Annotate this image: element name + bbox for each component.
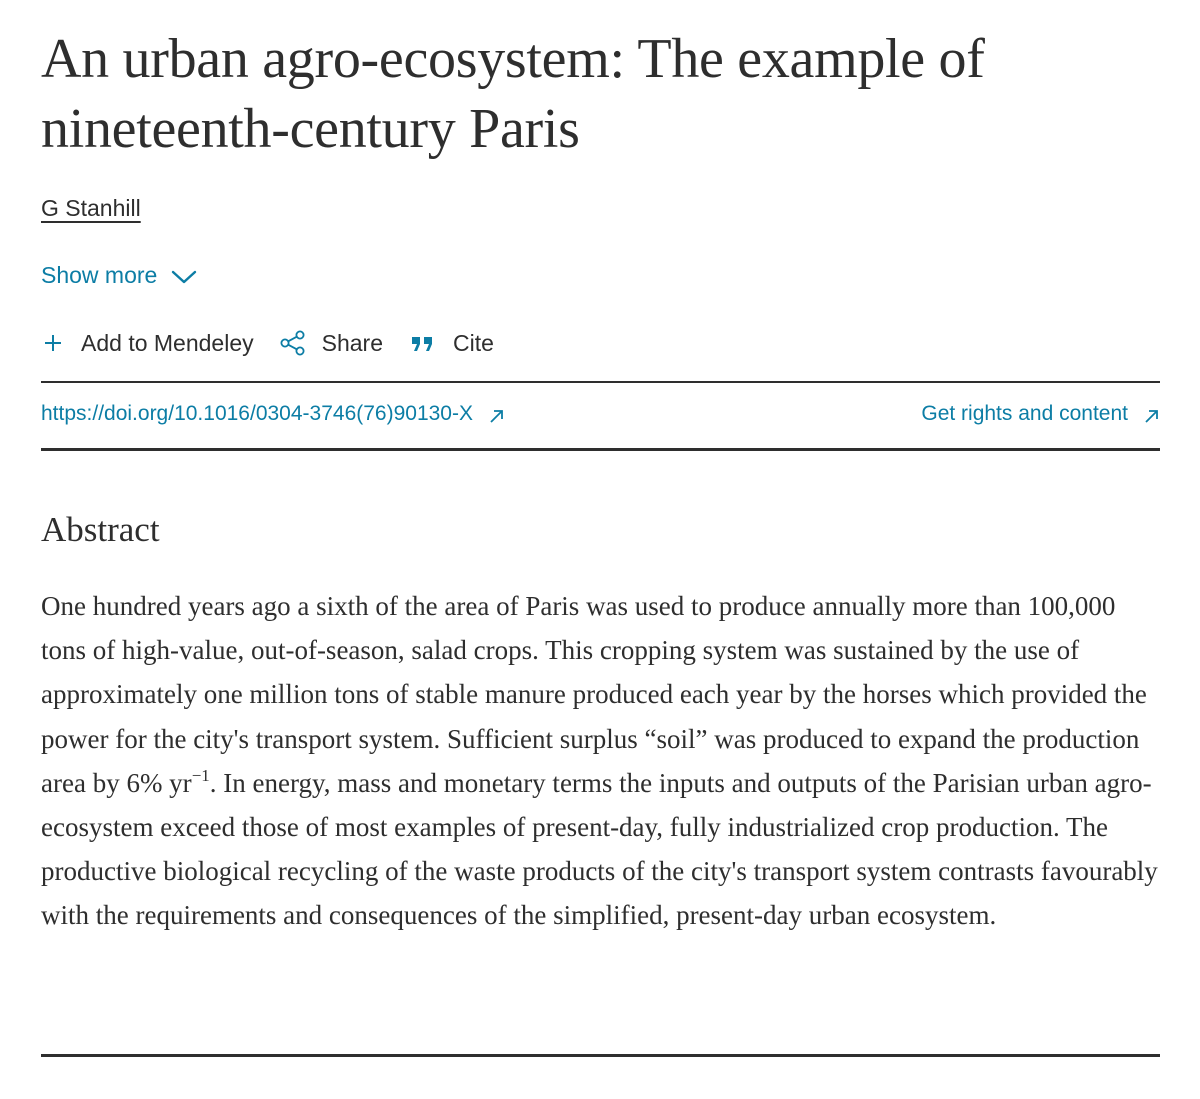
- abstract-text-part-1: One hundred years ago a sixth of the area of Paris was used to produce annually more than 100,000 tons of high-value, out-of-season, salad crops. This cropping system was sustained by the use of approximately one million tons of stable manure produced each year by the horses which provided the power for the city's transport system. Sufficient surplus “soil” was produced to expand the production area by 6% yr: [41, 591, 1147, 798]
- add-to-mendeley-label: Add to Mendeley: [81, 330, 254, 356]
- divider-bottom: [41, 1054, 1160, 1057]
- show-more-button[interactable]: [41, 259, 197, 291]
- article-title-line-2: nineteenth-century Paris: [41, 98, 580, 160]
- external-link-arrow-icon: [489, 408, 505, 424]
- share-label: Share: [321, 330, 383, 356]
- abstract-heading: Abstract: [41, 510, 160, 549]
- share-button[interactable]: [280, 327, 383, 359]
- get-rights-text: Get rights and content: [921, 402, 1128, 425]
- abstract-text: [41, 584, 1160, 938]
- abstract-text-part-2: . In energy, mass and monetary terms the inputs and outputs of the Parisian urban agro-ecosystem exceed those of most examples of present-day, fully industrialized crop production. The productive biological recycling of the waste products of the city's transport system contrasts favourably with the requirements and consequences of the simplified, present-day urban ecosystem.: [41, 767, 1158, 931]
- doi-row: [41, 398, 1160, 430]
- article-toolbar: [41, 327, 494, 359]
- get-rights-link[interactable]: [921, 398, 1160, 430]
- author-link[interactable]: G Stanhill: [41, 195, 141, 221]
- show-more-label: Show more: [41, 262, 158, 288]
- divider-top: [41, 381, 1160, 383]
- add-to-mendeley-button[interactable]: [41, 327, 254, 359]
- cite-button[interactable]: [411, 327, 494, 359]
- plus-icon: [43, 333, 63, 353]
- abstract-superscript: −1: [191, 765, 210, 785]
- share-icon: [280, 330, 306, 356]
- divider-middle: [41, 448, 1160, 451]
- cite-label: Cite: [453, 330, 494, 356]
- doi-text: https://doi.org/10.1016/0304-3746(76)90130-X: [41, 402, 473, 425]
- article-title-line-1: An urban agro-ecosystem: The example of: [41, 28, 985, 90]
- external-link-arrow-icon: [1144, 408, 1160, 424]
- quote-icon: [411, 333, 435, 353]
- doi-link[interactable]: [41, 398, 505, 430]
- article-title: [41, 24, 1160, 164]
- chevron-down-icon: [171, 269, 197, 285]
